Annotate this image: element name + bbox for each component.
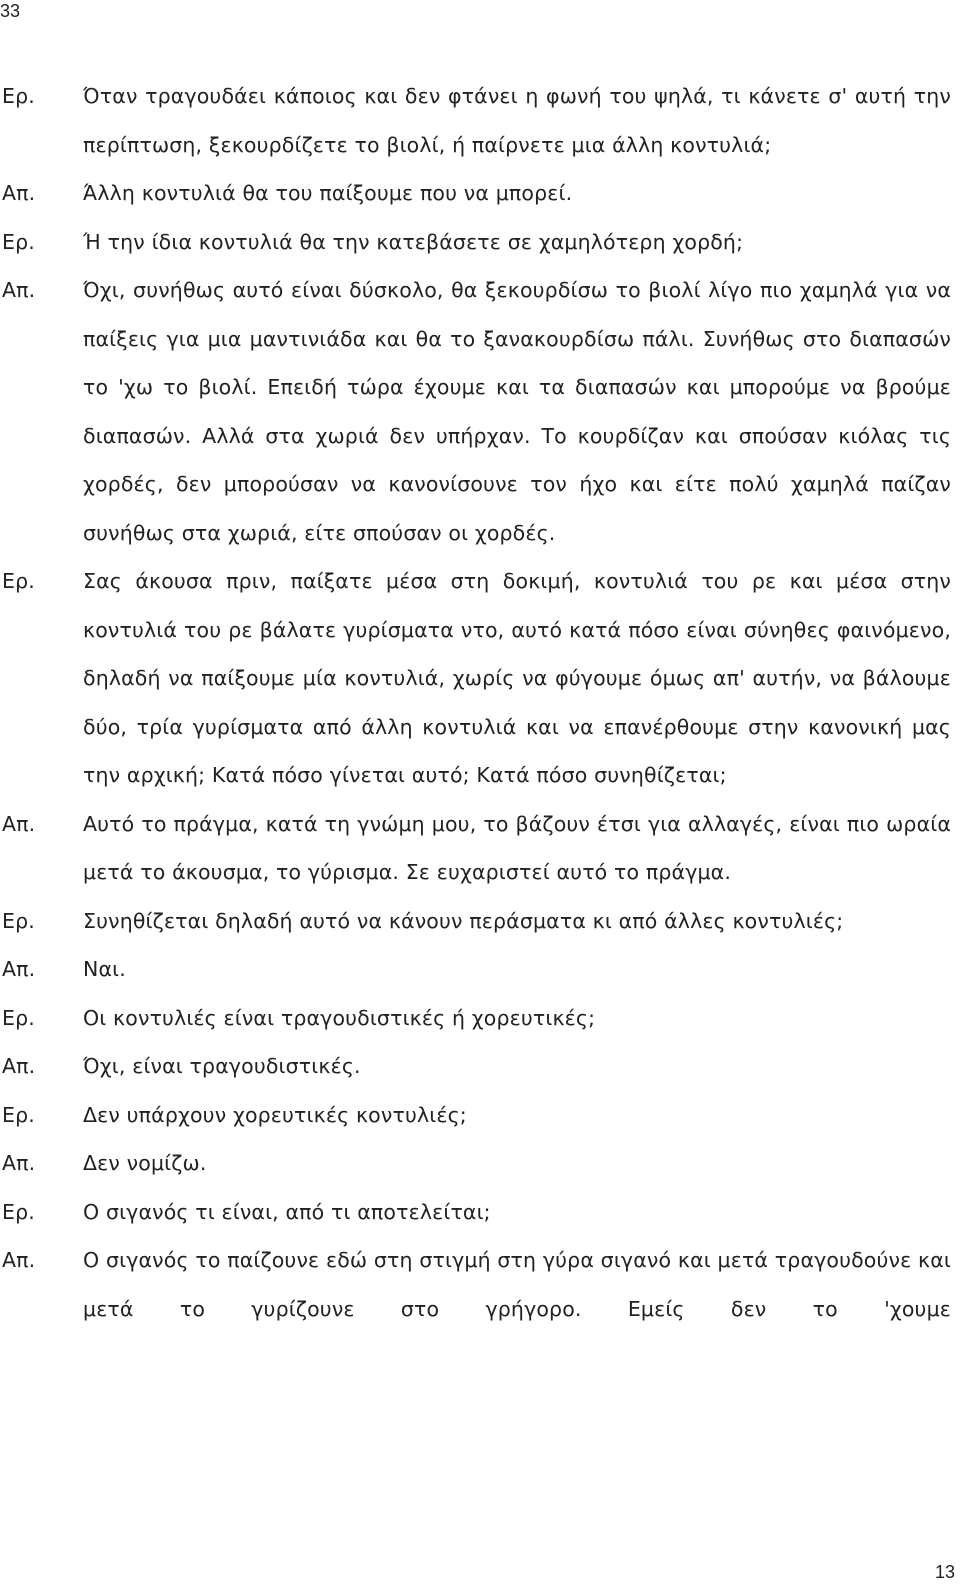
speaker-label: Ερ. bbox=[2, 569, 35, 593]
speaker-label: Απ. bbox=[2, 1054, 36, 1078]
speaker-label: Ερ. bbox=[2, 1102, 35, 1127]
dialogue-line bbox=[0, 218, 960, 267]
dialogue-text: Όταν τραγουδάει κάποιος και δεν φτάνει η φωνή του ψηλά, τι κάνετε σ' αυτή την περίπτωση, ξεκουρδίζετε το βιολί, ή παίρνετε μια άλλη κοντυλιά; bbox=[83, 84, 951, 157]
dialogue-text: Δεν υπάρχουν χορευτικές κοντυλιές; bbox=[83, 1102, 467, 1127]
dialogue-text: Όχι, είναι τραγουδιστικές. bbox=[83, 1054, 361, 1078]
speaker-label: Ερ. bbox=[2, 1005, 35, 1030]
speaker-label: Απ. bbox=[2, 1151, 36, 1175]
speaker-label: Ερ. bbox=[2, 84, 35, 108]
dialogue-line bbox=[0, 72, 960, 169]
speaker-label: Απ. bbox=[2, 1248, 36, 1272]
dialogue-line bbox=[0, 1188, 960, 1237]
dialogue-text: Άλλη κοντυλιά θα του παίξουμε που να μπορεί. bbox=[83, 181, 573, 205]
dialogue-text: Ο σιγανός το παίζουνε εδώ στη στιγμή στη γύρα σιγανό και μετά τραγουδούνε και μετά το γυρίζουνε στο γρήγορο. Εμείς δεν το 'χουμε bbox=[83, 1248, 951, 1321]
speaker-label: Ερ. bbox=[2, 229, 35, 254]
dialogue-line bbox=[0, 994, 960, 1043]
dialogue-line bbox=[0, 1236, 960, 1333]
speaker-label: Απ. bbox=[2, 957, 36, 981]
dialogue-text: Ο σιγανός τι είναι, από τι αποτελείται; bbox=[83, 1199, 491, 1224]
dialogue-text: Ναι. bbox=[83, 957, 126, 981]
speaker-label: Απ. bbox=[2, 811, 36, 836]
page-number-bottom: 13 bbox=[934, 1562, 955, 1582]
dialogue-text: Όχι, συνήθως αυτό είναι δύσκολο, θα ξεκουρδίσω το βιολί λίγο πιο χαμηλά για να παίξεις για μια μαντινιάδα και θα το ξανακουρδίσω πάλι. Συνήθως στο διαπασών το 'χω το βιολί. Επειδή τώρα έχουμε και τα διαπασών και μπορούμε να βρούμε διαπασών. Αλλά στα χωριά δεν υπήρχαν. Το κουρδίζαν και σπούσαν κιόλας τις χορδές, δεν μπορούσαν να κανονίσουνε τον ήχο και είτε πολύ χαμηλά παίζαν συνήθως στα χωριά, είτε σπούσαν οι χορδές. bbox=[83, 278, 951, 545]
dialogue-text: Συνηθίζεται δηλαδή αυτό να κάνουν περάσματα κι από άλλες κοντυλιές; bbox=[83, 908, 844, 933]
speaker-label: Απ. bbox=[2, 278, 36, 302]
speaker-label: Ερ. bbox=[2, 1199, 35, 1224]
dialogue-line bbox=[0, 1042, 960, 1091]
speaker-label: Ερ. bbox=[2, 908, 35, 933]
dialogue-line bbox=[0, 897, 960, 946]
dialogue-text: Ή την ίδια κοντυλιά θα την κατεβάσετε σε χαμηλότερη χορδή; bbox=[83, 229, 744, 254]
dialogue-text: Σας άκουσα πριν, παίξατε μέσα στη δοκιμή, κοντυλιά του ρε και μέσα στην κοντυλιά του ρε βάλατε γυρίσματα ντο, αυτό κατά πόσο είναι σύνηθες φαινόμενο, δηλαδή να παίξουμε μία κοντυλιά, χωρίς να φύγουμε όμως απ' αυτήν, να βάλουμε δύο, τρία γυρίσματα από άλλη κοντυλιά και να επανέρθουμε στην κανονική μας την αρχική; Κατά πόσο γίνεται αυτό; Κατά πόσο συνηθίζεται; bbox=[83, 569, 951, 787]
dialogue-text: Οι κοντυλιές είναι τραγουδιστικές ή χορευτικές; bbox=[83, 1005, 596, 1030]
dialogue-line bbox=[0, 1139, 960, 1188]
interview-transcript bbox=[0, 72, 960, 1333]
dialogue-text: Αυτό το πράγμα, κατά τη γνώμη μου, το βάζουν έτσι για αλλαγές, είναι πιο ωραία μετά το άκουσμα, το γύρισμα. Σε ευχαριστεί αυτό το πράγμα. bbox=[83, 811, 951, 884]
dialogue-line bbox=[0, 169, 960, 218]
dialogue-line bbox=[0, 557, 960, 800]
dialogue-line bbox=[0, 266, 960, 557]
dialogue-line bbox=[0, 1091, 960, 1140]
speaker-label: Απ. bbox=[2, 181, 36, 205]
dialogue-line bbox=[0, 800, 960, 897]
dialogue-line bbox=[0, 945, 960, 994]
page-number-top: 33 bbox=[0, 1, 21, 21]
dialogue-text: Δεν νομίζω. bbox=[83, 1151, 207, 1175]
